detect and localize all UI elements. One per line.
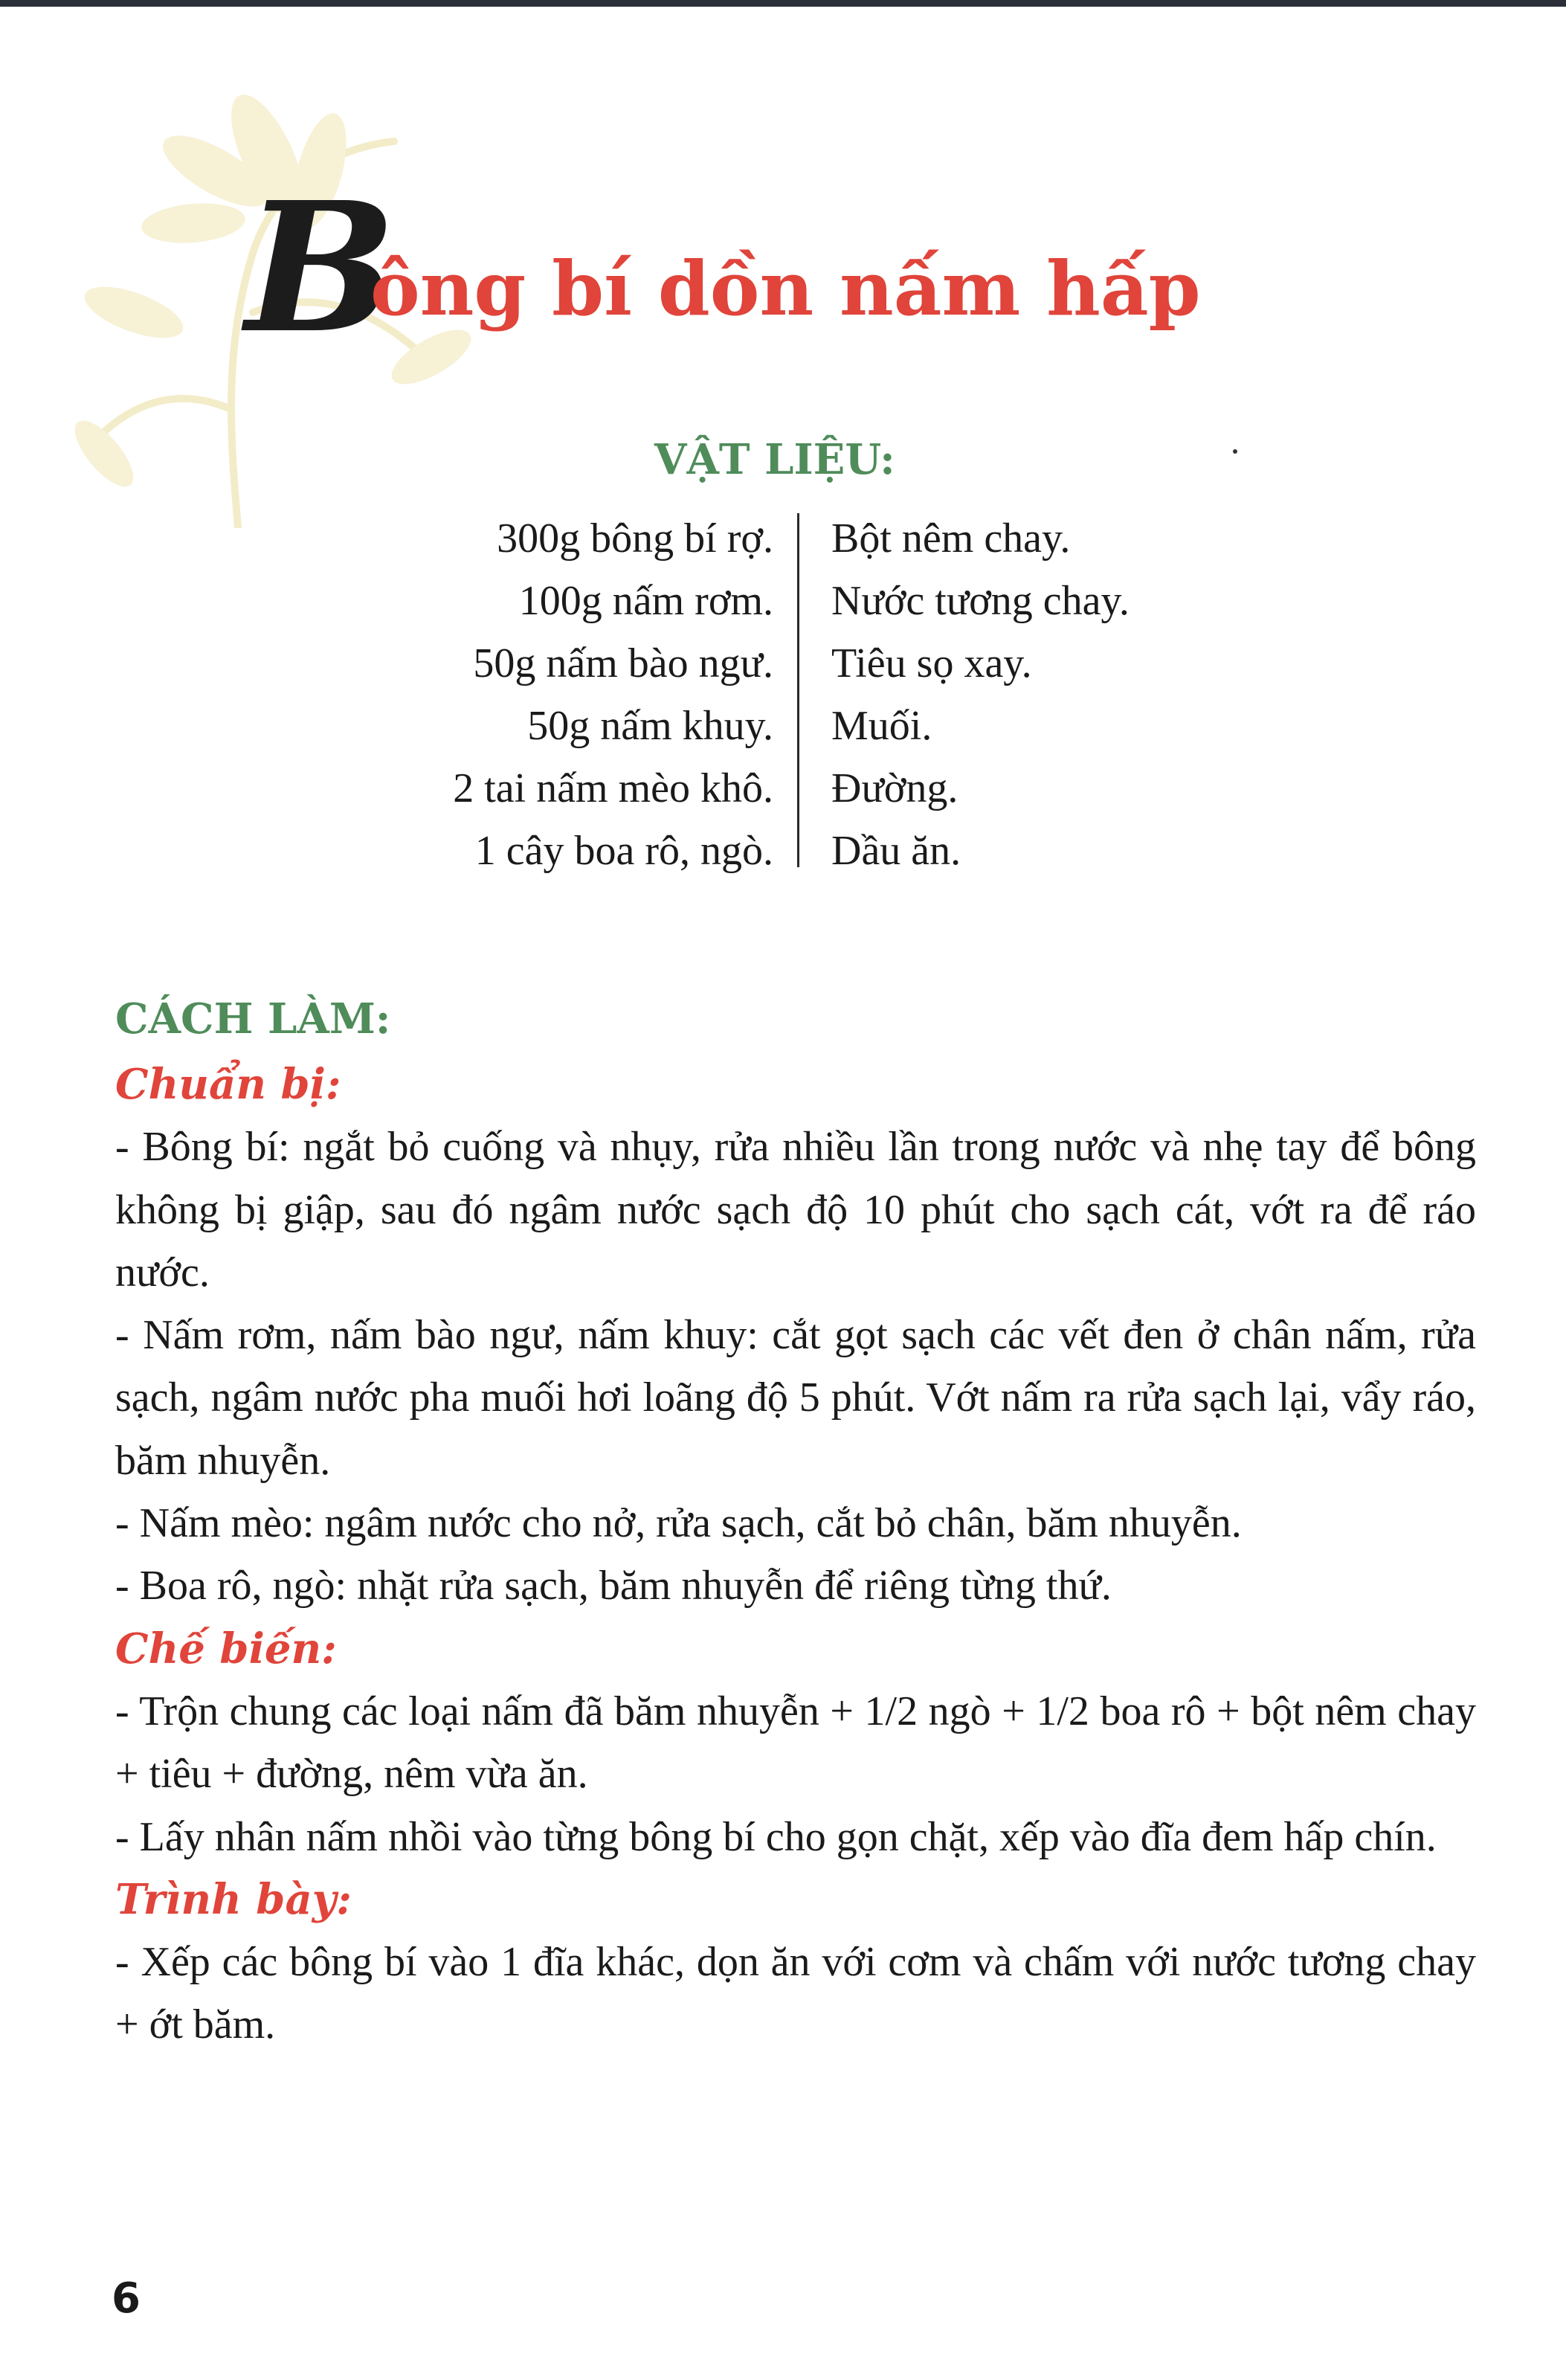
ingredient-item: Nước tương chay. <box>831 578 1130 624</box>
ingredient-item: 2 tai nấm mèo khô. <box>453 765 773 811</box>
ingredients-divider <box>797 513 799 867</box>
stray-dot <box>1233 449 1237 454</box>
ingredient-item: 50g nấm khuy. <box>527 703 773 749</box>
ingredient-item: 50g nấm bào ngư. <box>473 640 773 686</box>
paragraph: - Nấm mèo: ngâm nước cho nở, rửa sạch, cắt bỏ chân, băm nhuyễn. <box>115 1500 1242 1547</box>
ingredients-heading: VẬT LIỆU: <box>654 435 895 484</box>
section-heading-preparation: Chuẩn bị: <box>115 1060 341 1109</box>
ingredient-item: 300g bông bí rợ. <box>497 515 773 562</box>
paragraph: - Boa rô, ngò: nhặt rửa sạch, băm nhuyễn để riêng từng thứ. <box>115 1563 1112 1609</box>
page-number: 6 <box>112 2274 141 2323</box>
title-text: ông bí dồn nấm hấp <box>370 245 1201 332</box>
top-border <box>0 0 1566 7</box>
ingredient-item: Dầu ăn. <box>831 828 961 874</box>
ingredients-right-column <box>831 507 1426 882</box>
ingredient-item: 1 cây boa rô, ngò. <box>474 828 773 874</box>
ingredient-item: Muối. <box>831 703 932 749</box>
ingredient-item: Tiêu sọ xay. <box>831 640 1032 686</box>
paragraph: - Nấm rơm, nấm bào ngư, nấm khuy: cắt gọt sạch các vết đen ở chân nấm, rửa sạch, ngâm nước pha muối hơi loãng độ 5 phút. Vớt nấm ra rửa sạch lại, vẩy ráo, băm nhuyễn. <box>115 1312 1476 1484</box>
ingredients-left-column <box>104 507 773 882</box>
section-heading-cooking: Chế biến: <box>115 1624 337 1673</box>
ingredient-item: Bột nêm chay. <box>831 515 1071 562</box>
paragraph: - Trộn chung các loại nấm đã băm nhuyễn + 1/2 ngò + 1/2 boa rô + bột nêm chay + tiêu + đường, nêm vừa ăn. <box>115 1688 1476 1798</box>
ingredient-item: Đường. <box>831 765 958 811</box>
paragraph: - Bông bí: ngắt bỏ cuống và nhụy, rửa nhiều lần trong nước và nhẹ tay để bông không bị giập, sau đó ngâm nước sạch độ 10 phút cho sạch cát, vớt ra để ráo nước. <box>115 1124 1476 1296</box>
title-initial: B <box>245 163 392 373</box>
section-heading-presentation: Trình bày: <box>115 1874 352 1924</box>
paragraph: - Xếp các bông bí vào 1 đĩa khác, dọn ăn với cơm và chấm với nước tương chay + ớt băm. <box>115 1939 1476 2048</box>
method-heading: CÁCH LÀM: <box>115 994 391 1043</box>
ingredient-item: 100g nấm rơm. <box>518 578 773 624</box>
method-body <box>115 1053 1476 2056</box>
paragraph: - Lấy nhân nấm nhồi vào từng bông bí cho gọn chặt, xếp vào đĩa đem hấp chín. <box>115 1813 1437 1860</box>
